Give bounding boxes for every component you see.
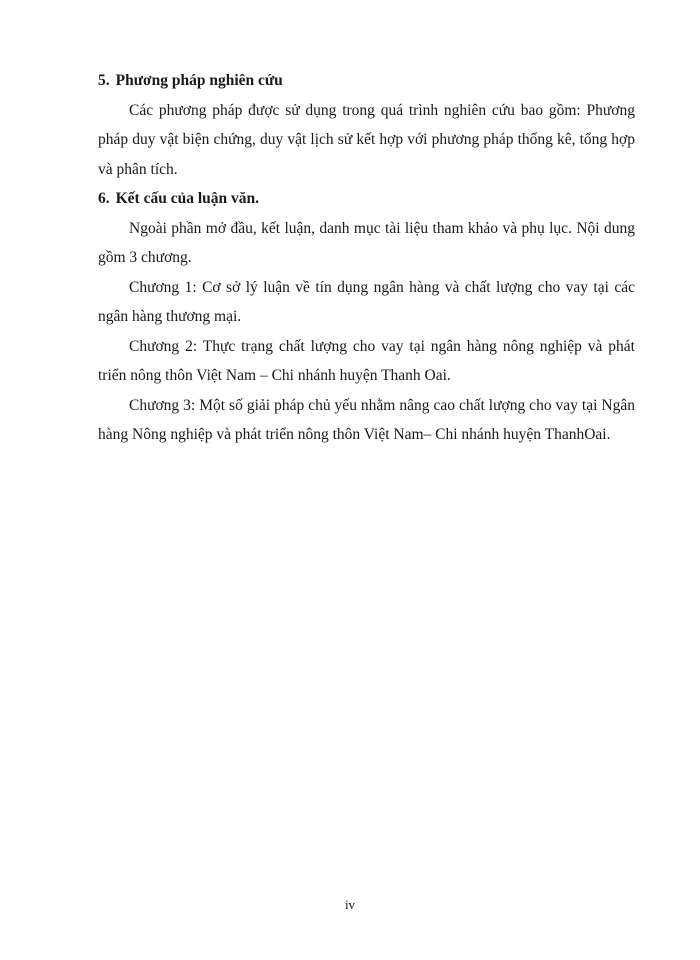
paragraph-methods: Các phương pháp được sử dụng trong quá trình nghiên cứu bao gồm: Phương pháp duy vật biện chứng, duy vật lịch sử kết hợp với phương pháp thống kê, tổng hợp và phân tích. — [98, 101, 635, 178]
paragraph-chapter-2: Chương 2: Thực trạng chất lượng cho vay tại ngân hàng nông nghiệp và phát triển nông thôn Việt Nam – Chi nhánh huyện Thanh Oai. — [98, 337, 635, 384]
section-heading-methods — [98, 66, 635, 96]
page-number: iv — [344, 897, 356, 912]
page-content — [98, 66, 635, 450]
section-title: Phương pháp nghiên cứu — [115, 72, 283, 89]
section-title: Kết cấu của luận văn. — [115, 190, 260, 207]
paragraph-chapter-3: Chương 3: Một số giải pháp chủ yếu nhằm nâng cao chất lượng cho vay tại Ngân hàng Nông nghiệp và phát triển nông thôn Việt Nam– Chi nhánh huyện ThanhOai. — [98, 396, 635, 443]
section-heading-structure — [98, 184, 635, 214]
section-number: 5. — [98, 72, 110, 89]
paragraph-structure-intro: Ngoài phần mở đầu, kết luận, danh mục tài liệu tham khảo và phụ lục. Nội dung gồm 3 chương. — [98, 219, 635, 266]
section-number: 6. — [98, 190, 110, 207]
paragraph-chapter-1: Chương 1: Cơ sở lý luận về tín dụng ngân hàng và chất lượng cho vay tại các ngân hàng thương mại. — [98, 278, 635, 325]
